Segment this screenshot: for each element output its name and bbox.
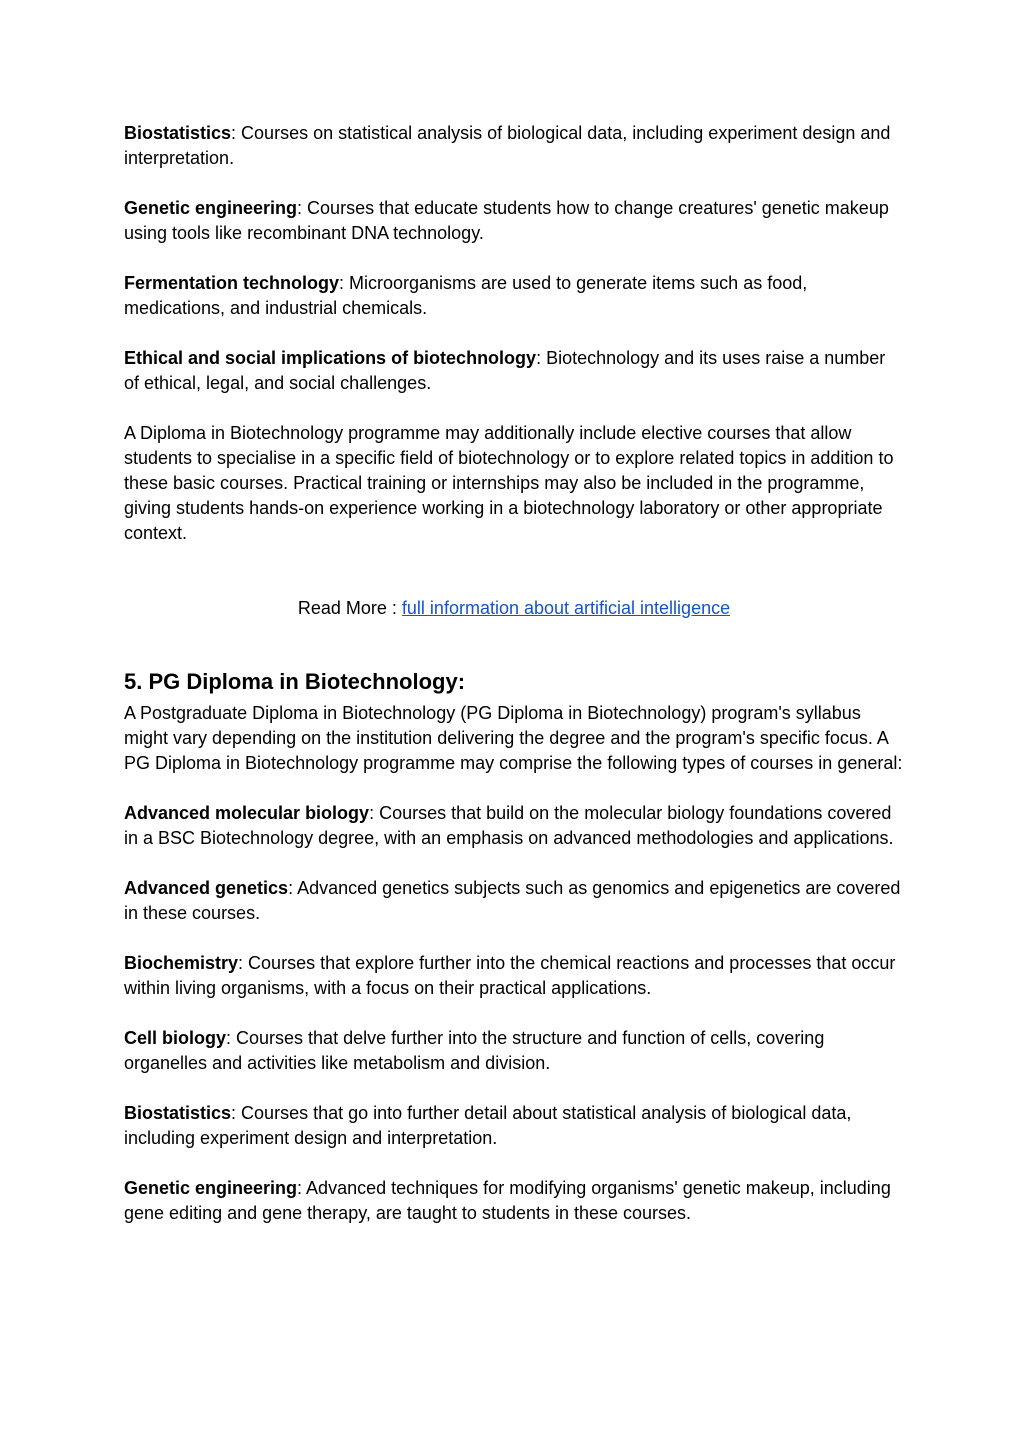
section-intro: A Postgraduate Diploma in Biotechnology (PG Diploma in Biotechnology) program's syllabus might vary depending on the institution delivering the degree and the program's specific focus. A PG Diploma in Biotechnology programme may comprise the following types of courses in general: [124,703,903,773]
course-term: Fermentation technology [124,273,340,293]
course-desc: : Courses that educate students how to change creatures' genetic makeup using tools like recombinant DNA technology. [124,198,889,243]
course-desc: : Biotechnology and its uses raise a number of ethical, legal, and social challenges. [124,348,886,393]
course-item-cell-biology [124,1026,904,1076]
course-item-biochemistry [124,951,904,1001]
course-item-advanced-molecular-biology [124,801,904,851]
course-item-genetic-engineering [124,196,904,246]
course-desc: : Courses that build on the molecular biology foundations covered in a BSC Biotechnology degree, with an emphasis on advanced methodologies and applications. [124,803,894,848]
read-more-line [124,596,904,621]
course-item-pg-biostatistics [124,1101,904,1151]
read-more-label: Read More : [297,598,402,618]
course-term: Genetic engineering [124,198,298,218]
read-more-link[interactable]: full information about artificial intelligence [401,598,731,618]
course-desc: : Courses that go into further detail about statistical analysis of biological data, including experiment design and interpretation. [124,1103,852,1148]
course-term: Biostatistics [124,123,232,143]
course-desc: : Advanced genetics subjects such as genomics and epigenetics are covered in these courses. [124,878,901,923]
course-item-pg-genetic-engineering [124,1176,904,1226]
course-term: Cell biology [124,1028,227,1048]
course-term: Advanced genetics [124,878,289,898]
course-term: Genetic engineering [124,1178,298,1198]
course-item-ethical-social-implications [124,346,904,396]
document-page [124,121,904,1251]
course-item-fermentation-technology [124,271,904,321]
course-term: Biochemistry [124,953,239,973]
course-term: Biostatistics [124,1103,232,1123]
course-desc: : Courses that explore further into the chemical reactions and processes that occur within living organisms, with a focus on their practical applications. [124,953,896,998]
course-term: Advanced molecular biology [124,803,370,823]
course-desc: : Advanced techniques for modifying organisms' genetic makeup, including gene editing and gene therapy, are taught to students in these courses. [124,1178,891,1223]
course-term: Ethical and social implications of biotechnology [124,348,537,368]
course-desc: : Microorganisms are used to generate items such as food, medications, and industrial chemicals. [124,273,808,318]
course-item-advanced-genetics [124,876,904,926]
course-item-biostatistics [124,121,904,171]
diploma-paragraph: A Diploma in Biotechnology programme may additionally include elective courses that allow students to specialise in a specific field of biotechnology or to explore related topics in addition to these basic courses. Practical training or internships may also be included in the programme, giving students hands-on experience working in a biotechnology laboratory or other appropriate context. [124,423,894,543]
course-desc: : Courses that delve further into the structure and function of cells, covering organelles and activities like metabolism and division. [124,1028,825,1073]
course-desc: : Courses on statistical analysis of biological data, including experiment design and interpretation. [124,123,891,168]
section-heading: 5. PG Diploma in Biotechnology: [124,669,466,694]
